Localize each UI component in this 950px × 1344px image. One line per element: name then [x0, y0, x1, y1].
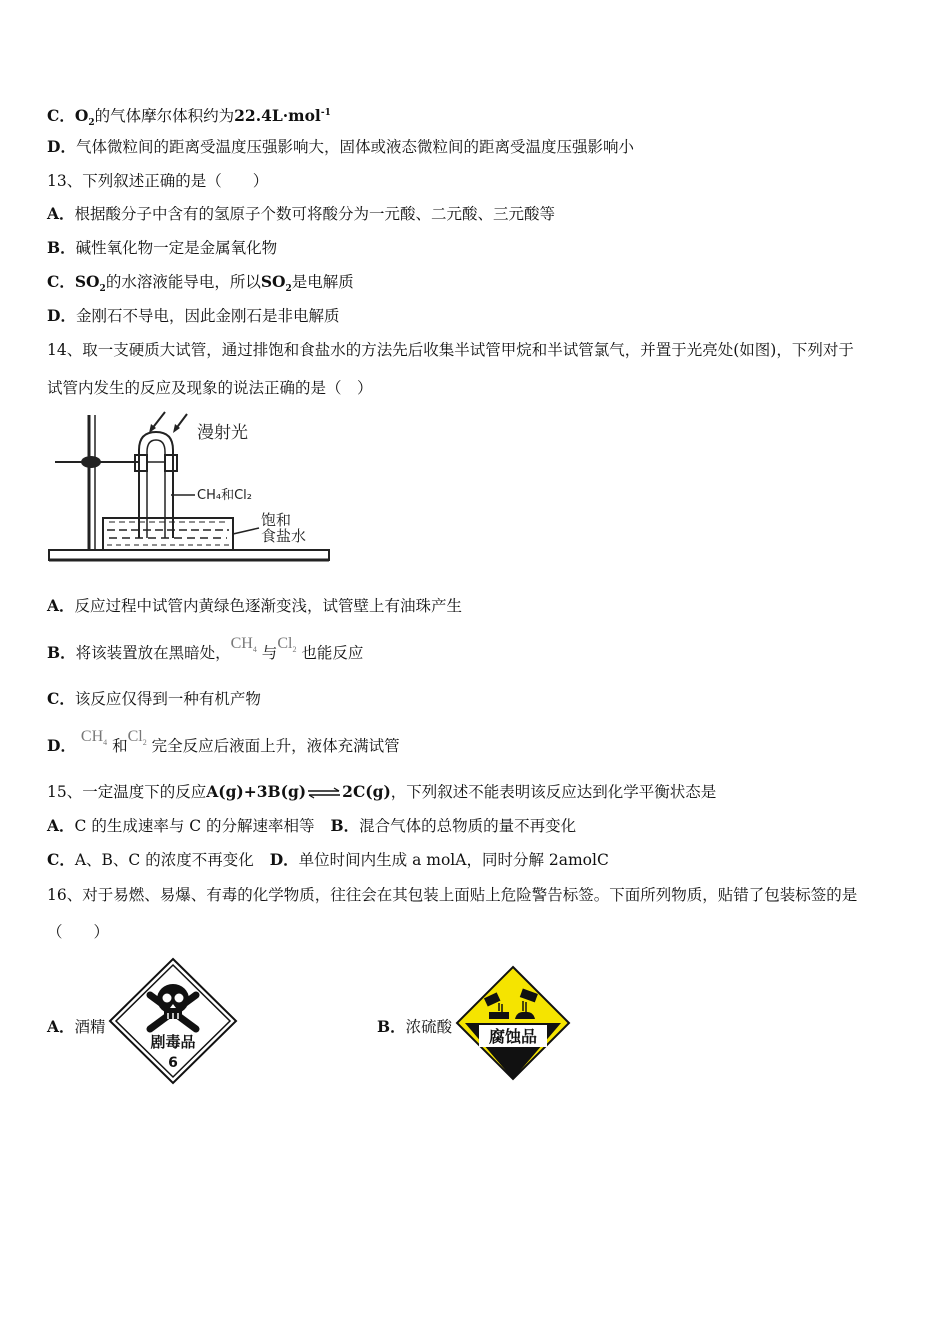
- q14-apparatus-figure: [47, 410, 347, 565]
- option-text: 酒精: [74, 1018, 106, 1036]
- corrosive-sign-text: 腐蚀品: [488, 1027, 538, 1046]
- formula-ch4: $CH_4$: [80, 728, 108, 748]
- q13-option-d: [47, 306, 339, 326]
- option-text: 碱性氧化物一定是金属氧化物: [75, 239, 278, 257]
- q14-option-b: [47, 635, 364, 670]
- option-text: 浓硫酸: [405, 1018, 453, 1036]
- q15-options-cd: [47, 850, 609, 870]
- formula-o2: $O_2$: [74, 106, 95, 129]
- option-label: B．: [377, 1017, 406, 1036]
- option-text: 混合气体的总物质的量不再变化: [359, 817, 577, 835]
- option-label: D．: [47, 137, 76, 156]
- toxic-sign-number: 6: [168, 1055, 178, 1071]
- q14-stem-line2: 试管内发生的反应及现象的说法正确的是（ ）: [47, 379, 373, 397]
- option-text: C 的生成速率与 C 的分解速率相等: [74, 817, 315, 835]
- q13-option-c: [47, 272, 354, 299]
- q14-option-a: [47, 596, 462, 616]
- water-label-2: 食盐水: [261, 527, 307, 545]
- option-text: A、B、C 的浓度不再变化: [74, 851, 254, 869]
- q15-options-ab: [47, 816, 576, 836]
- formula-ch4: $CH_4$: [230, 635, 257, 655]
- option-text: 根据酸分子中含有的氢原子个数可将酸分为一元酸、二元酸、三元酸等: [74, 205, 556, 223]
- option-text: 完全反应后液面上升，液体充满试管: [151, 737, 400, 755]
- q15-stem: 15、一定温度下的反应A(g)+3B(g) 2C(g)，下列叙述不能表明该反应达到化学平衡状态是: [47, 782, 717, 801]
- option-label: B．: [47, 238, 76, 257]
- option-label: A．: [47, 204, 75, 223]
- option-label: A．: [47, 816, 75, 835]
- option-label: D．: [47, 736, 76, 755]
- q14-option-d: [47, 728, 400, 763]
- option-label: D．: [47, 306, 76, 325]
- option-text: 也能反应: [301, 644, 364, 662]
- option-label: B．: [47, 643, 76, 662]
- formula-so2: $SO_2$: [74, 272, 106, 295]
- option-label: A．: [47, 596, 75, 615]
- corrosive-hazard-sign: [455, 965, 571, 1081]
- option-label: C．: [47, 106, 75, 126]
- water-trough: [103, 518, 233, 550]
- option-text: 和: [112, 737, 128, 755]
- q16-stem-line1: 16、对于易燃、易爆、有毒的化学物质，往往会在其包装上面贴上危险警告标签。下面所列物质，贴错了包装标签的是: [47, 886, 858, 904]
- option-label: C．: [47, 850, 75, 869]
- q16-stem-line2: （ ）: [47, 923, 110, 941]
- formula-cl2: $Cl_2$: [127, 728, 147, 748]
- option-text: 与: [261, 644, 278, 662]
- option-label: C．: [47, 689, 75, 708]
- option-text: 将该装置放在黑暗处，: [75, 644, 231, 662]
- light-label: 漫射光: [197, 423, 248, 443]
- q12-option-d: [47, 137, 634, 157]
- q16-option-b: [377, 1017, 452, 1037]
- option-text: 单位时间内生成 a molA，同时分解 2amolC: [298, 851, 609, 869]
- option-label: C．: [47, 272, 75, 291]
- option-text: 金刚石不导电，因此金刚石是非电解质: [75, 307, 340, 325]
- formula-so2: $SO_2$: [260, 272, 292, 295]
- q12-option-c: [47, 103, 331, 133]
- formula-cl2: $Cl_2$: [277, 635, 297, 655]
- equation-right: 2C(g): [342, 782, 391, 801]
- q13-option-b: [47, 238, 277, 258]
- toxic-sign-text: 剧毒品: [150, 1033, 196, 1051]
- q13-option-a: [47, 204, 555, 224]
- option-text: 的气体摩尔体积约为: [94, 107, 235, 126]
- q14-stem-line1: 14、取一支硬质大试管，通过排饱和食盐水的方法先后收集半试管甲烷和半试管氯气，并置于光亮处(如图)，下列对于: [47, 341, 854, 359]
- option-text: 气体微粒间的距离受温度压强影响大，固体或液态微粒间的距离受温度压强影响小: [75, 138, 634, 156]
- q13-stem: 13、下列叙述正确的是（ ）: [47, 172, 269, 190]
- option-label: A．: [47, 1017, 75, 1036]
- equilibrium-arrow-icon: [307, 787, 341, 799]
- equation-left: A(g)+3B(g): [206, 782, 307, 801]
- option-text: 是电解质: [291, 273, 354, 291]
- option-label: B．: [330, 816, 360, 835]
- molar-volume: 22.4L·mol$^{-1}$: [234, 106, 331, 126]
- option-text: 该反应仅得到一种有机产物: [74, 690, 261, 708]
- option-text: 反应过程中试管内黄绿色逐渐变浅，试管壁上有油珠产生: [74, 597, 463, 615]
- option-text: 的水溶液能导电，所以: [105, 273, 261, 291]
- gas-label: CH₄和Cl₂: [197, 488, 252, 503]
- option-label: D．: [269, 850, 299, 869]
- q16-option-a: [47, 1017, 106, 1037]
- water-label-1: 饱和: [261, 511, 292, 529]
- q14-option-c: [47, 689, 261, 709]
- toxic-hazard-sign: [108, 957, 238, 1085]
